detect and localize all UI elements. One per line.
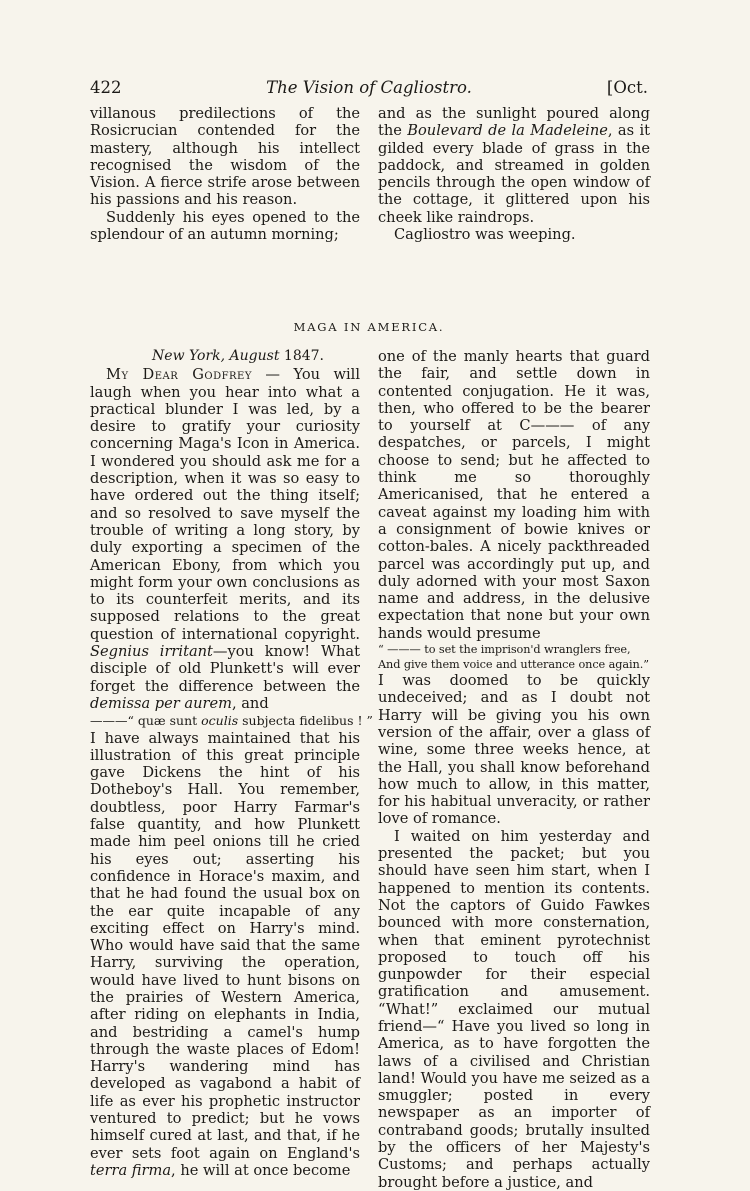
letter-paragraph-1 — [90, 366, 360, 712]
dateline-year: 1847. — [279, 348, 324, 364]
article-left-column — [90, 348, 373, 1179]
letter-paragraph-4: I was doomed to be quickly undeceived; and as I doubt not Harry will be giving you his own version of the affair, over a glass of wine, some three weeks hence, at the Hall, you shall know beforehand how much to allow, in this matter, for his habitual unveracity, or rather love of romance. — [378, 672, 650, 828]
article-right-column — [378, 348, 650, 1191]
page-number: 422 — [90, 78, 122, 97]
running-title: The Vision of Cagliostro. — [266, 78, 472, 97]
quotation-text: ———“ quæ sunt — [90, 713, 202, 729]
letter-text-span: , and — [231, 694, 269, 712]
closing-text-span: and as the sunlight poured along the — [378, 105, 650, 140]
closing-text-right-column — [378, 105, 650, 243]
salutation: My Dear Godfrey — [106, 366, 252, 384]
running-head — [90, 78, 648, 104]
verse-line-2: And give them voice and utterance once again.” — [378, 658, 649, 672]
closing-paragraph-3 — [378, 105, 650, 226]
running-month: [Oct. — [606, 78, 648, 97]
closing-text-span: , as it gilded every blade of grass in the paddock, and streamed in golden pencils through the open window of the cottage, it glittered upon his cheek like raindrops. — [378, 122, 650, 226]
latin-phrase: Segnius irritant — [90, 643, 213, 661]
boulevard-name: Boulevard de la Madeleine — [407, 122, 608, 140]
latin-phrase: terra firma — [90, 1161, 172, 1179]
letter-text-span: I have always maintained that his illustration of this great principle gave Dickens the hint of his Dotheboy's Hall. You remember, doubtless, poor Harry Farmar's false quantity, and how Plunkett made him peel onions till he cried his eyes out; asserting his confidence in Horace's maxim, and that he had found the usual box on the ear quite incapable of any exciting effect on Harry's mind. Who would have said that the same Harry, surviving the operation, would have lived to hunt bisons on the prairies of Western America, after riding on elephants in India, and bestriding a camel's hump through the waste places of Edom! Harry's wandering mind has developed as vagabond a habit of life as ever his prophetic instructor ventured to predict; but he vows himself cured at last, and that, if he ever sets foot again on England's — [90, 729, 360, 1162]
letter-paragraph-5: I waited on him yesterday and presented the packet; but you should have seen him start, when I happened to mention its contents. Not the captors of Guido Fawkes bounced with more consternation, when that eminent pyrotechnist proposed to touch off his gunpowder for their especial gratification and amusement. “What!” exclaimed our mutual friend—“ Have you lived so long in America, as to have forgotten the laws of a civilised and Christian land! Would you have me seized as a smuggler; posted in every newspaper as an importer of contraband goods; brutally insulted by the officers of her Majesty's Customs; and perhaps actually brought before a justice, and — [378, 827, 650, 1191]
letter-paragraph-2 — [90, 730, 360, 1180]
closing-paragraph-4: Cagliostro was weeping. — [394, 226, 576, 244]
dateline — [90, 348, 360, 365]
article-title: MAGA IN AMERICA. — [293, 320, 445, 334]
latin-phrase: demissa per aurem — [90, 694, 232, 712]
letter-text-span: —you know! What disciple of old Plunkett's will ever forget the difference between the — [90, 643, 360, 695]
letter-text-span: , he will at once become — [171, 1161, 351, 1179]
letter-paragraph-3: one of the manly hearts that guard the fair, and settle down in contented conjugation. He it was, then, who offered to be the bearer to yourself at C——— of any despatches, or parcels, I might choose to send; but he affected to think me so thoroughly Americanised, that he entered a caveat against my loading him with a consignment of bowie knives or cotton-bales. A nicely packthreaded parcel was accordingly put up, and duly adorned with your most Saxon name and address, in the delusive expectation that none but your own hands would presume — [378, 348, 650, 642]
quotation-italic: oculis — [201, 713, 239, 729]
quotation-text: subjecta fidelibus ! ” — [238, 713, 373, 729]
closing-paragraph-1: villanous predilections of the Rosicrucian contended for the mastery, although his intellect recognised the wisdom of the Vision. A fierce strife arose between his passions and his reason. — [90, 105, 360, 209]
letter-text-span: — You will laugh when you hear into what a practical blunder I was led, by a desire to gratify your curiosity concerning Maga's Icon in America. I wondered you should ask me for a description, when it was so easy to have ordered out the thing itself; and so resolved to save myself the trouble of writing a long story, by duly exporting a specimen of the American Ebony, from which you might form your own conclusions as to its counterfeit merits, and its supposed relations to the great question of international copyright. — [90, 366, 360, 643]
closing-text-left-column — [90, 105, 360, 243]
horace-quotation — [90, 712, 373, 729]
closing-paragraph-2: Suddenly his eyes opened to the splendour of an autumn morning; — [90, 208, 360, 244]
dateline-place: New York, August — [152, 348, 280, 364]
verse-line-1: “ ——— to set the imprison'd wranglers free, — [378, 643, 631, 657]
